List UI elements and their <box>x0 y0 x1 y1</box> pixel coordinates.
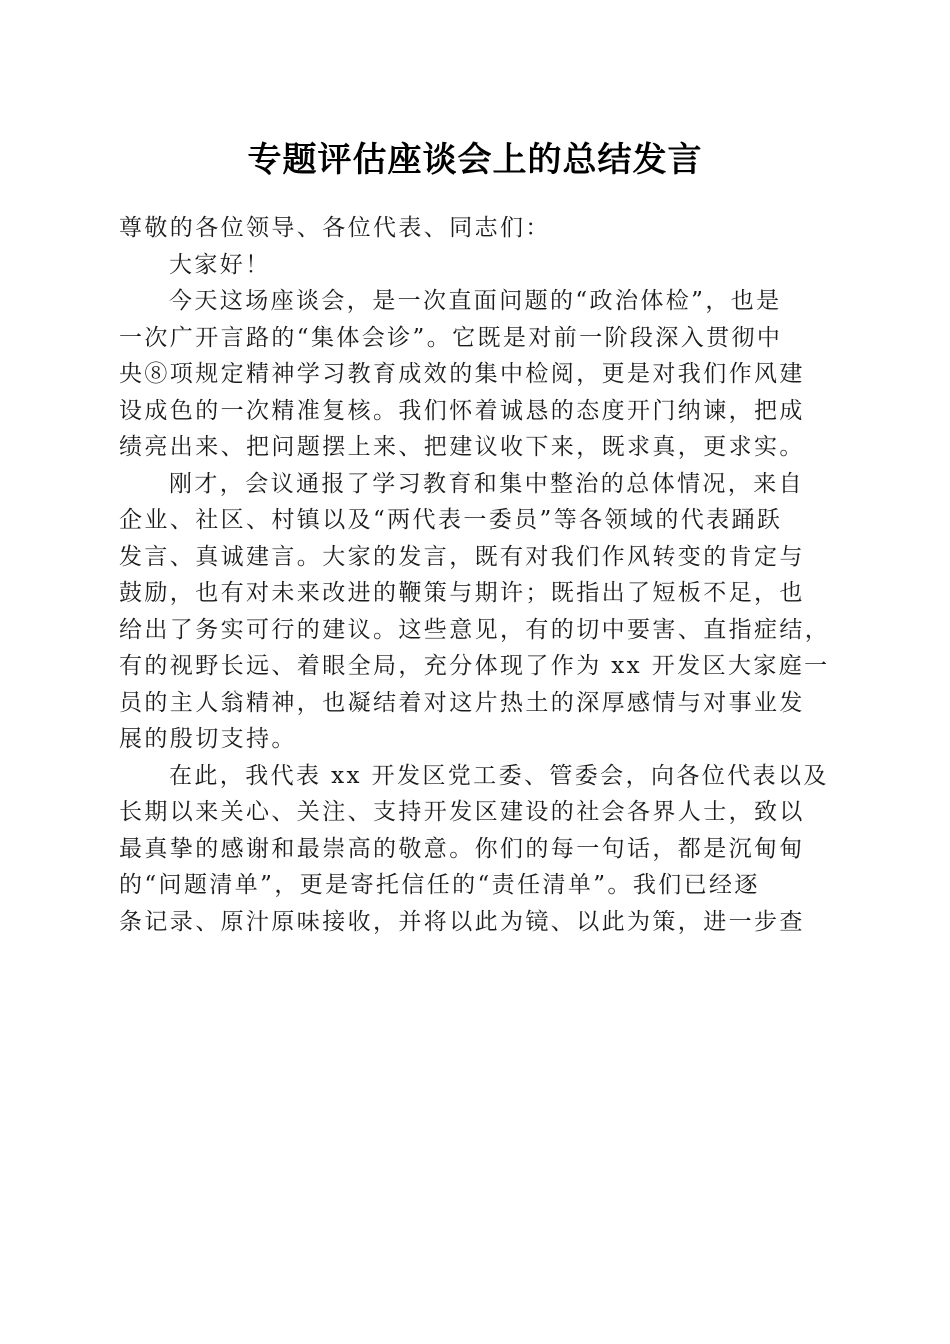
text-line: 有的视野长远、着眼全局，充分体现了作为 xx 开发区大家庭一 <box>119 653 830 679</box>
text-line: 今天这场座谈会，是一次直面问题的“政治体检”，也是 <box>169 288 782 314</box>
text-line: 在此，我代表 xx 开发区党工委、管委会，向各位代表以及 <box>169 762 829 789</box>
document-body <box>119 210 831 940</box>
text-line: 展的殷切支持。 <box>119 726 297 752</box>
text-line: 企业、社区、村镇以及“两代表一委员”等各领域的代表踊跃 <box>119 507 783 533</box>
greeting-line: 大家好！ <box>169 251 271 278</box>
text-line: 一次广开言路的“集体会诊”。它既是对前一阶段深入贯彻中 <box>119 324 783 351</box>
text-line: 发言、真诚建言。大家的发言，既有对我们作风转变的肯定与 <box>119 543 805 570</box>
text-line: 央⑧项规定精神学习教育成效的集中检阅，更是对我们作风建 <box>119 361 805 387</box>
text-line: 刚才，会议通报了学习教育和集中整治的总体情况，来自 <box>169 470 804 497</box>
text-line: 最真挚的感谢和最崇高的敬意。你们的每一句话，都是沉甸甸 <box>119 835 805 862</box>
salutation-line: 尊敬的各位领导、各位代表、同志们： <box>119 215 551 241</box>
text-line: 设成色的一次精准复核。我们怀着诚恳的态度开门纳谏，把成 <box>119 397 805 424</box>
document-title: 专题评估座谈会上的总结发言 <box>247 140 703 180</box>
text-line: 条记录、原汁原味接收，并将以此为镜、以此为策，进一步查 <box>119 908 805 935</box>
text-line: 员的主人翁精神，也凝结着对这片热土的深厚感情与对事业发 <box>119 689 805 716</box>
text-line: 给出了务实可行的建议。这些意见，有的切中要害、直指症结， <box>119 616 831 643</box>
text-line: 绩亮出来、把问题摆上来、把建议收下来，既求真，更求实。 <box>119 434 805 460</box>
text-line: 鼓励，也有对未来改进的鞭策与期许；既指出了短板不足，也 <box>119 580 805 606</box>
text-line: 长期以来关心、关注、支持开发区建设的社会各界人士，致以 <box>119 799 805 825</box>
text-line: 的“问题清单”，更是寄托信任的“责任清单”。我们已经逐 <box>119 872 760 898</box>
